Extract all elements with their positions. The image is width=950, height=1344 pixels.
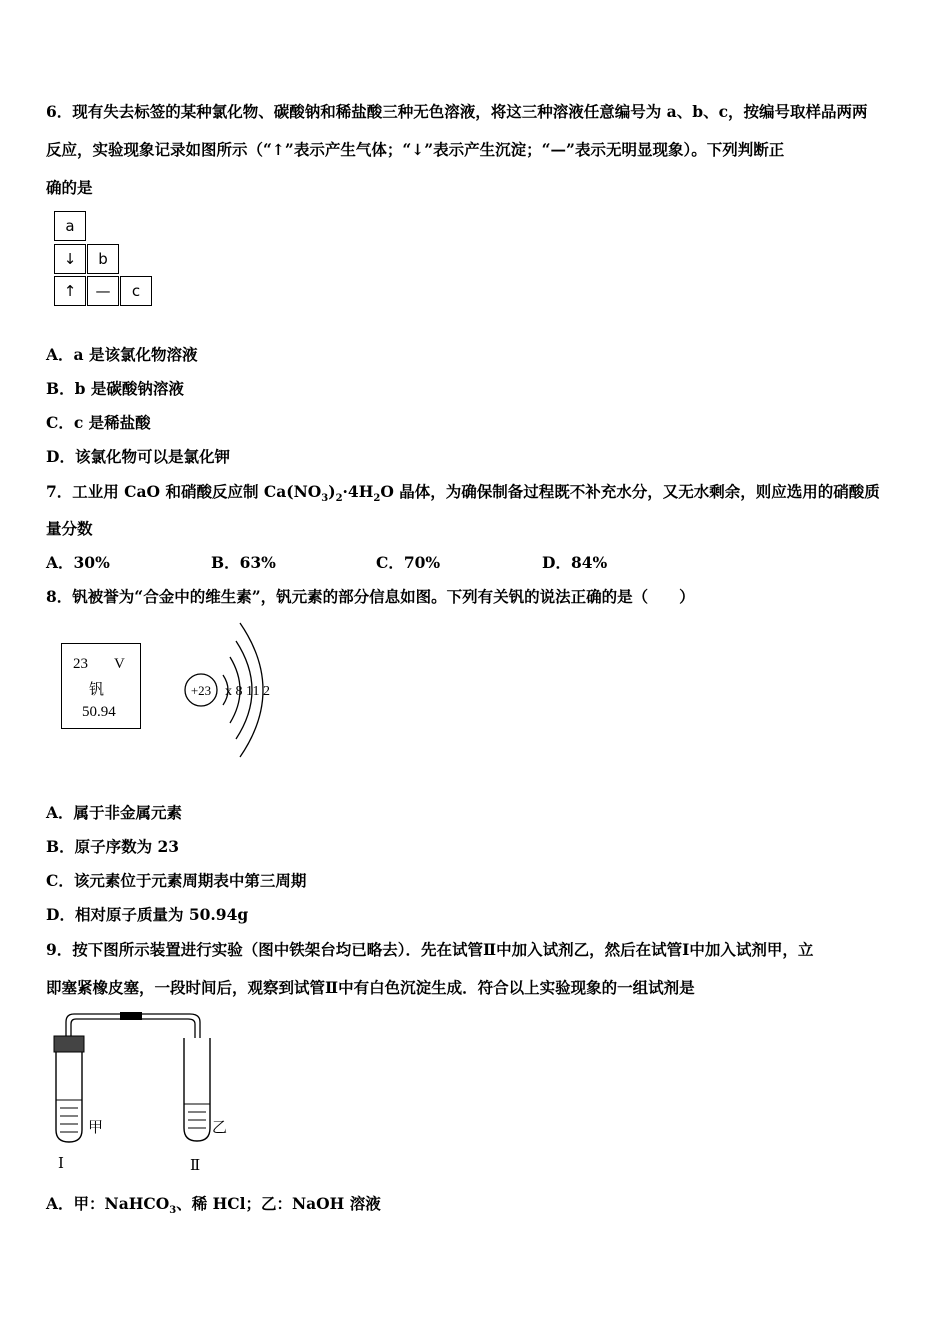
- q7-line-2: 量分数: [46, 519, 93, 538]
- rubber-stopper: [54, 1036, 84, 1052]
- q7-option-a: A．30%: [46, 553, 110, 572]
- label-yi: 乙: [212, 1118, 228, 1136]
- connecting-tube-inner: [71, 1019, 195, 1038]
- q7-sub-3: 2: [373, 493, 381, 505]
- electron-shells: x 8 11 2: [225, 684, 270, 699]
- cell-c: c: [120, 276, 152, 306]
- q6-option-a: A．a 是该氯化物溶液: [46, 345, 198, 364]
- cell-ab: ↓: [54, 244, 86, 274]
- q6-option-b: B．b 是碳酸钠溶液: [46, 379, 184, 398]
- q7-line-1: [46, 480, 880, 504]
- q7-option-d: D．84%: [542, 553, 608, 572]
- test-tube-2: [184, 1038, 210, 1141]
- label-jia: 甲: [88, 1118, 104, 1136]
- cell-a: a: [54, 211, 86, 241]
- q6-line-3: 确的是: [46, 178, 93, 197]
- q7-text-b: ): [328, 482, 336, 501]
- element-number: 23: [73, 656, 88, 672]
- q7-option-b: B．63%: [211, 553, 276, 572]
- q8-option-b: B．原子序数为 23: [46, 837, 180, 856]
- q7-sub-1: 3: [321, 493, 329, 505]
- element-mass: 50.94: [82, 704, 116, 720]
- q6-option-c: C．c 是稀盐酸: [46, 413, 151, 432]
- cell-ac: ↑: [54, 276, 86, 306]
- atom-structure-diagram: [178, 615, 298, 765]
- rubber-joint: [120, 1012, 142, 1020]
- cell-b: b: [87, 244, 119, 274]
- q9-line-2: 即塞紧橡皮塞，一段时间后，观察到试管Ⅱ中有白色沉淀生成．符合以上实验现象的一组试剂是: [46, 978, 695, 997]
- label-tube-2: Ⅱ: [190, 1156, 201, 1174]
- q9-line-1: 9．按下图所示装置进行实验（图中铁架台均已略去）．先在试管Ⅱ中加入试剂乙，然后在试管Ⅰ中加入试剂甲，立: [46, 940, 814, 959]
- nucleus-charge: +23: [190, 683, 212, 698]
- element-card-vanadium: [61, 643, 141, 729]
- q6-line-2: 反应，实验现象记录如图所示（“↑”表示产生气体；“↓”表示产生沉淀；“—”表示无明显现象）。下列判断正: [46, 140, 785, 159]
- q8-line: 8．钒被誉为“合金中的维生素”，钒元素的部分信息如图。下列有关钒的说法正确的是（ ）: [46, 587, 695, 606]
- element-name: 钒: [89, 680, 105, 698]
- q8-option-a: A．属于非金属元素: [46, 803, 183, 822]
- q9-option-a: [46, 1192, 381, 1216]
- tube1-liquid-lines: [60, 1108, 78, 1132]
- test-tube-1: [56, 1052, 82, 1142]
- cell-bc: —: [87, 276, 119, 306]
- q9-option-a-sub: 3: [169, 1205, 177, 1217]
- q6-line-1: 6．现有失去标签的某种氯化物、碳酸钠和稀盐酸三种无色溶液，将这三种溶液任意编号为 a、b、c，按编号取样品两两: [46, 102, 868, 121]
- q7-sub-2: 2: [335, 493, 343, 505]
- tube2-liquid-lines: [188, 1112, 206, 1128]
- q7-text-a: 7．工业用 CaO 和硝酸反应制 Ca(NO: [46, 482, 322, 501]
- q9-option-a-rest: 、稀 HCl；乙：NaOH 溶液: [176, 1194, 381, 1213]
- q8-option-c: C．该元素位于元素周期表中第三周期: [46, 871, 307, 890]
- element-symbol: V: [114, 656, 125, 672]
- q8-option-d: D．相对原子质量为 50.94g: [46, 905, 249, 924]
- q7-option-c: C．70%: [376, 553, 441, 572]
- q6-option-d: D．该氯化物可以是氯化钾: [46, 447, 230, 466]
- q7-text-c: ·4H: [342, 482, 374, 501]
- test-tube-apparatus: [40, 1008, 240, 1178]
- q7-text-d: O 晶体，为确保制备过程既不补充水分，又无水剩余，则应选用的硝酸质: [380, 482, 880, 501]
- q9-option-a-text: A．甲：NaHCO: [46, 1194, 170, 1213]
- label-tube-1: Ⅰ: [58, 1154, 64, 1172]
